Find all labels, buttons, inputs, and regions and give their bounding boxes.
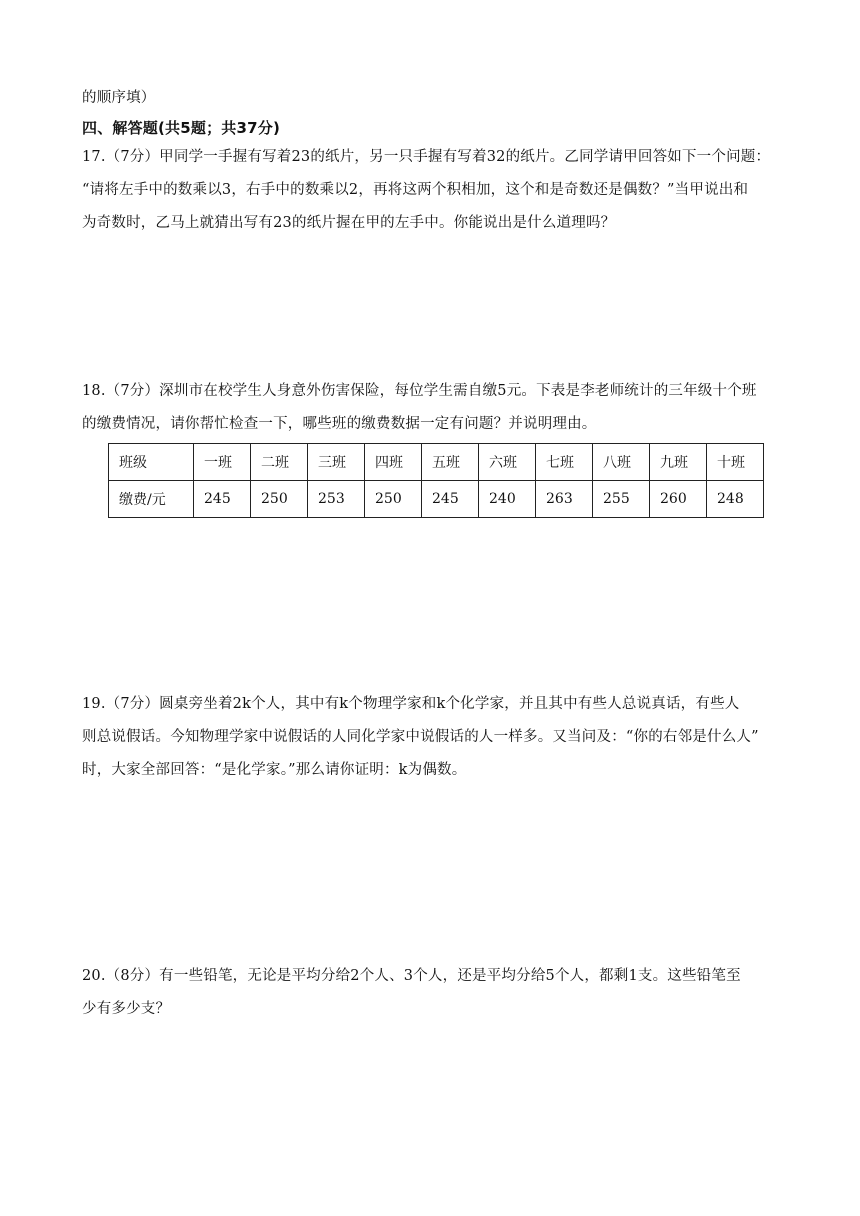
table-cell-fee: 245	[422, 481, 479, 518]
question-19-line-2: 则总说假话。今知物理学家中说假话的人同化学家中说假话的人一样多。又当问及：“你的右邻是什么人”	[82, 729, 759, 745]
question-18-line-1: 18.（7分）深圳市在校学生人身意外伤害保险，每位学生需自缴5元。下表是李老师统计的三年级十个班	[82, 383, 757, 399]
table-cell-fee: 260	[650, 481, 707, 518]
table-cell-fee: 248	[707, 481, 764, 518]
question-20-line-2: 少有多少支？	[82, 1001, 171, 1017]
table-cell-fee: 253	[308, 481, 365, 518]
table-cell-class: 三班	[308, 444, 365, 481]
table-cell-class: 一班	[194, 444, 251, 481]
table-header-fee: 缴费/元	[109, 481, 194, 518]
question-19-line-1: 19.（7分）圆桌旁坐着2k个人，其中有k个物理学家和k个化学家，并且其中有些人总说真话，有些人	[82, 696, 740, 712]
question-18-line-2: 的缴费情况，请你帮忙检查一下，哪些班的缴费数据一定有问题？并说明理由。	[82, 416, 597, 432]
table-cell-fee: 245	[194, 481, 251, 518]
table-cell-class: 八班	[593, 444, 650, 481]
table-cell-fee: 250	[365, 481, 422, 518]
question-20-line-1: 20.（8分）有一些铅笔，无论是平均分给2个人、3个人，还是平均分给5个人，都剩1支。这些铅笔至	[82, 968, 741, 984]
table-row-fees	[109, 481, 764, 518]
table-row-classes	[109, 444, 764, 481]
question-19-line-3: 时，大家全部回答：“是化学家。”那么请你证明：k为偶数。	[82, 762, 467, 778]
table-cell-class: 七班	[536, 444, 593, 481]
table-cell-class: 二班	[251, 444, 308, 481]
class-fee-table	[108, 443, 764, 518]
section-heading: 四、解答题(共5题；共37分)	[82, 119, 281, 137]
table-cell-class: 四班	[365, 444, 422, 481]
table-cell-class: 五班	[422, 444, 479, 481]
previous-question-tail: 的顺序填）	[82, 90, 156, 106]
table-cell-class: 十班	[707, 444, 764, 481]
table-cell-class: 九班	[650, 444, 707, 481]
question-17-line-3: 为奇数时，乙马上就猜出写有23的纸片握在甲的左手中。你能说出是什么道理吗？	[82, 215, 616, 231]
question-17-line-2: “请将左手中的数乘以3，右手中的数乘以2，再将这两个积相加，这个和是奇数还是偶数？”当甲说出和	[82, 182, 749, 198]
table-header-class: 班级	[109, 444, 194, 481]
table-cell-fee: 240	[479, 481, 536, 518]
table-cell-fee: 263	[536, 481, 593, 518]
question-17-line-1: 17.（7分）甲同学一手握有写着23的纸片，另一只手握有写着32的纸片。乙同学请甲回答如下一个问题：	[82, 149, 771, 165]
table-cell-fee: 255	[593, 481, 650, 518]
table-cell-class: 六班	[479, 444, 536, 481]
table-cell-fee: 250	[251, 481, 308, 518]
